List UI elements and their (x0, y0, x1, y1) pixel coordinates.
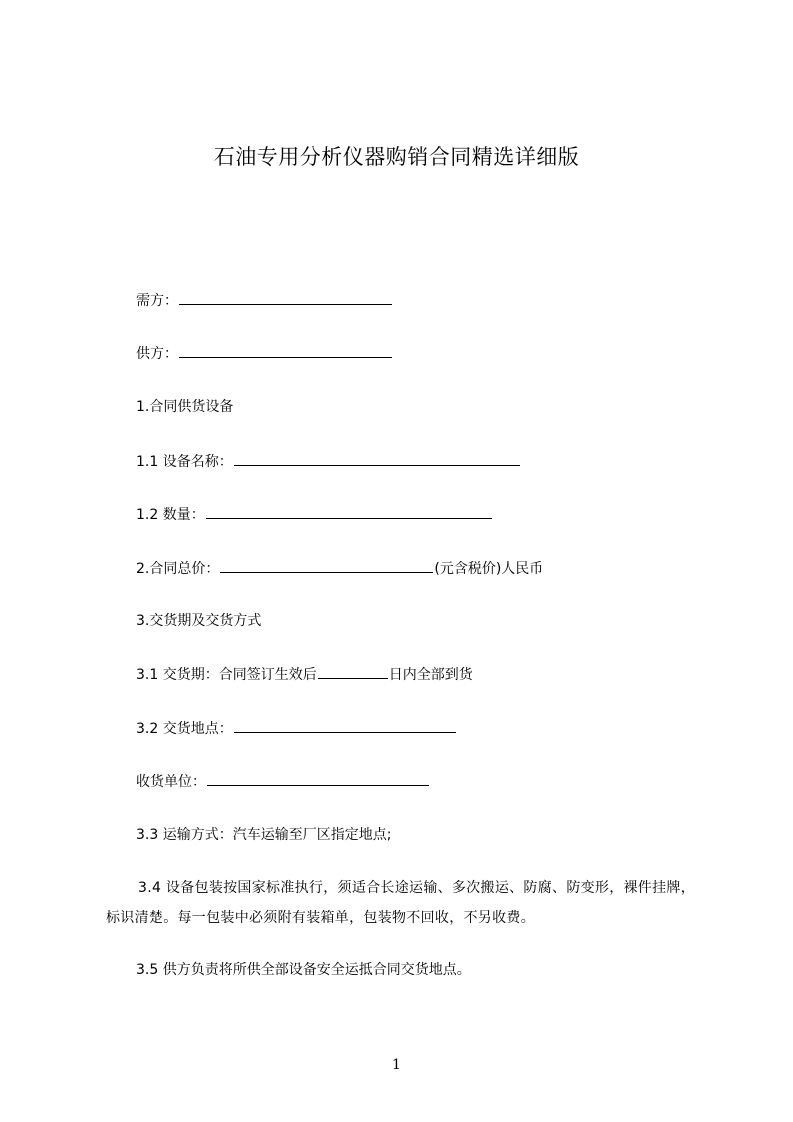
quantity-blank (206, 503, 492, 519)
total-price-suffix: (元含税价)人民币 (434, 561, 544, 577)
delivery-period-suffix: 日内全部到货 (388, 667, 473, 683)
seller-line (136, 342, 393, 365)
equipment-name-label: 1.1 设备名称： (136, 454, 233, 470)
quantity-label: 1.2 数量： (136, 507, 205, 523)
receiver-blank (207, 770, 429, 786)
section-1-heading-text: 1.合同供货设备 (136, 399, 234, 415)
transport-method-text: 3.3 运输方式：汽车运输至厂区指定地点; (136, 827, 392, 843)
section-3-4-paragraph: 3.4 设备包装按国家标准执行，须适合长途运输、多次搬运、防腐、防变形，裸件挂牌，标识清楚。每一包装中必须附有装箱单，包装物不回收，不另收费。 (106, 880, 696, 926)
delivery-place-blank (234, 717, 456, 733)
section-3-1-line (136, 663, 473, 686)
page-number: 1 (392, 1057, 401, 1073)
section-3-heading (136, 610, 261, 632)
section-1-2-line (136, 503, 493, 526)
section-3-heading-text: 3.交货期及交货方式 (136, 613, 262, 629)
document-title: 石油专用分析仪器购销合同精选详细版 (213, 145, 580, 169)
buyer-line (136, 289, 393, 312)
delivery-place-label: 3.2 交货地点： (136, 721, 233, 737)
buyer-label: 需方： (136, 293, 178, 309)
receiver-label: 收货单位： (136, 774, 206, 790)
total-price-label: 2.合同总价： (136, 561, 220, 577)
delivery-period-prefix: 3.1 交货期：合同签订生效后 (136, 667, 317, 683)
section-3-3-line (136, 824, 391, 846)
seller-label: 供方： (136, 346, 178, 362)
seller-blank (179, 342, 392, 358)
receiver-line (136, 770, 430, 793)
delivery-responsibility-text: 3.5 供方负责将所供全部设备安全运抵合同交货地点。 (136, 962, 471, 978)
section-1-heading (136, 396, 233, 418)
section-1-1-line (136, 450, 521, 473)
section-3-2-line (136, 717, 457, 740)
section-2-line (136, 557, 543, 580)
buyer-blank (179, 289, 392, 305)
delivery-days-blank (318, 663, 388, 679)
equipment-name-blank (234, 450, 520, 466)
section-3-5-line (136, 959, 471, 981)
total-price-blank (220, 557, 433, 573)
